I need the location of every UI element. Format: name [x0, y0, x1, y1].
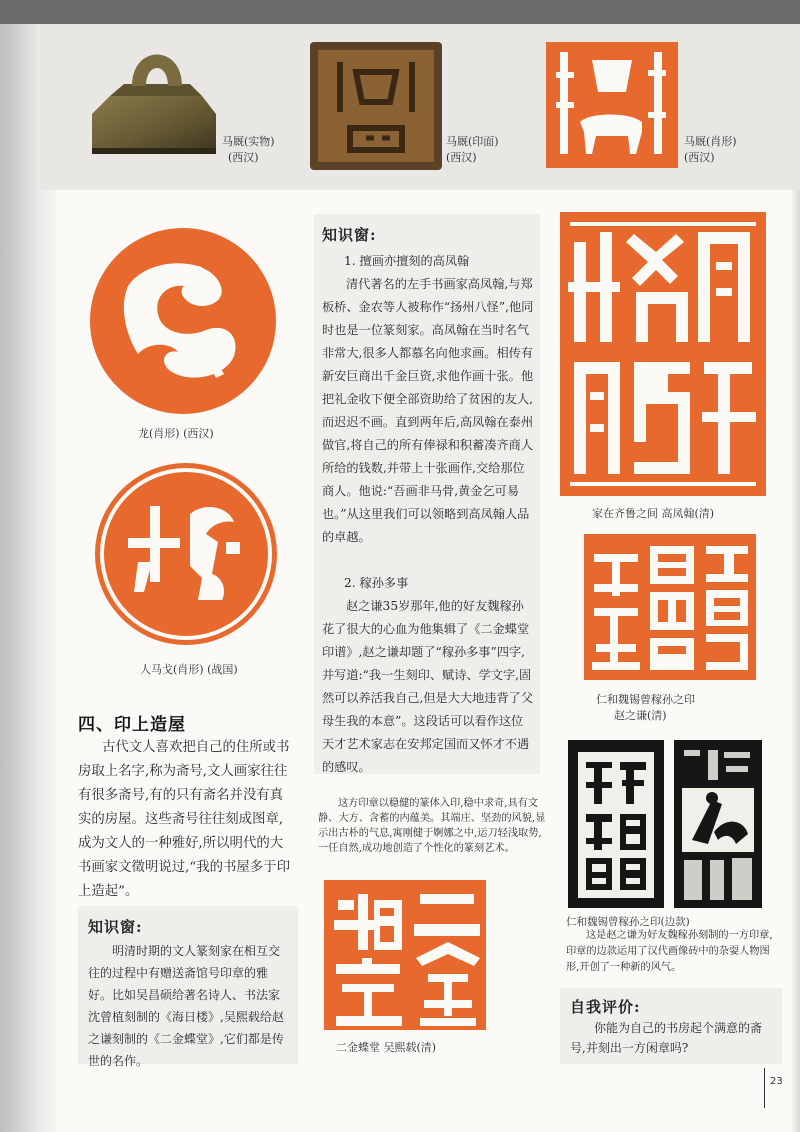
- jiazai-qilu-seal: [560, 212, 766, 496]
- mabo-seal-face-photo: [310, 42, 442, 170]
- knowledge-subheading-2: 2. 稼孙多事: [344, 576, 409, 590]
- caption-dragon: 龙(肖形) (西汉): [138, 427, 214, 440]
- caption-renhe-side: 仁和魏锡曾稼孙之印(边款): [566, 916, 690, 928]
- dragon-seal: [88, 226, 278, 416]
- renhe-seal: [584, 534, 756, 680]
- caption-line: 赵之谦(清): [614, 709, 667, 722]
- renhe-side-figure-rubbing: [674, 740, 762, 908]
- section-title: 四、印上造屋: [78, 715, 186, 735]
- mabo-seal-impression: [546, 42, 678, 168]
- caption-mabo-face: [446, 134, 499, 166]
- self-evaluation-body: 你能为自己的书房起个满意的斋号,并刻出一方闲章吗?: [570, 1021, 763, 1055]
- caption-erjin: 二金蝶堂 吴熙载(清): [336, 1041, 437, 1054]
- page-number-rule: [764, 1068, 765, 1108]
- knowledge-window-2: [78, 906, 298, 1068]
- knowledge-heading: 知识窗:: [322, 226, 377, 244]
- self-evaluation-box: [560, 988, 782, 1064]
- caption-mabo-shape: [684, 134, 737, 166]
- caption-line: 仁和魏锡曾稼孙之印: [596, 693, 695, 706]
- renmage-seal: [94, 462, 278, 646]
- erjin-dietang-seal: [324, 880, 486, 1030]
- page-number: 23: [770, 1076, 783, 1087]
- caption-renmage: 人马戈(肖形) (战国): [140, 663, 238, 676]
- caption-line: (西汉): [446, 151, 477, 164]
- caption-line: 马厩(印面): [446, 135, 499, 148]
- self-evaluation-heading: 自我评价:: [570, 998, 641, 1016]
- knowledge-paragraph-1: 清代著名的左手书画家高凤翰,与郑板桥、金农等人被称作“扬州八怪”,他同时也是一位篆刻家。高凤翰在当时名气非常大,很多人都慕名向他求画。相传有新安巨商出千金巨资,求他作画十张。他把礼金收下便全部资助给了贫困的友人,而迟迟不画。直到两年后,高凤翰在泰州做官,将自己的所有俸禄和积蓄凑齐商人所给的钱数,并带上十张画作,交给那位商人。他说:“吾画非马骨,黄金乞可易也。”从这里我们可以领略到高凤翰人品的卓越。: [322, 277, 534, 544]
- caption-line: (西汉): [228, 151, 259, 164]
- caption-line: (西汉): [684, 151, 715, 164]
- book-gutter-shadow: [0, 24, 56, 1132]
- mabo-seal-photo: [80, 44, 220, 164]
- scan-top-border: [0, 0, 800, 24]
- caption-mabo-real: [222, 134, 275, 166]
- caption-renhe: [596, 692, 695, 724]
- renhe-side-inscription-rubbing: [568, 740, 664, 908]
- caption-line: 马厩(实物): [222, 135, 275, 148]
- erjin-note: 这方印章以稳健的篆体入印,稳中求奇,具有文静、大方、含蓄的内蕴美。其端庄、坚劲的风貌,显示出古朴的气息,寓刚健于婀娜之中,运刀轻浅取势,一任自然,成功地创造了个性化的篆刻艺术。: [318, 798, 546, 854]
- section-body: 古代文人喜欢把自己的住所或书房取上名字,称为斋号,文人画家往往有很多斋号,有的只有斋名并没有真实的房屋。这些斋号往往刻成图章,成为文人的一种雅好,所以明代的大书画家文徵明说过,“我的书屋多于印上造起”。: [78, 740, 290, 899]
- knowledge-window-1: [314, 214, 540, 774]
- scan-right-edge: [792, 24, 800, 1132]
- knowledge-paragraph-2: 赵之谦35岁那年,他的好友魏稼孙花了很大的心血为他集辑了《二金蝶堂印谱》,赵之谦却题了“稼孙多事”四字,并写道:“我一生刻印、赋诗、学文字,固然可以养活我自己,但是大大地违背了父母生我的本意”。这段话可以看作这位天才艺术家志在安邦定国而又怀才不遇的感叹。: [322, 599, 534, 774]
- knowledge-body: 明清时期的文人篆刻家在相互交往的过程中有赠送斋馆号印章的雅好。比如吴昌硕给著名诗人、书法家沈曾植刻制的《海日楼》,吴熙载给赵之谦刻制的《二金蝶堂》,它们都是传世的名作。: [88, 944, 284, 1068]
- knowledge-subheading-1: 1. 擅画亦擅刻的高凤翰: [344, 254, 470, 268]
- knowledge-heading: 知识窗:: [88, 918, 143, 936]
- caption-jiazai: 家在齐鲁之间 高凤翰(清): [592, 507, 715, 520]
- renhe-note: 这是赵之谦为好友魏稼孙刻制的一方印章,印章的边款运用了汉代画像砖中的杂耍人物图形,开创了一种新的风气。: [566, 930, 773, 973]
- caption-line: 马厩(肖形): [684, 135, 737, 148]
